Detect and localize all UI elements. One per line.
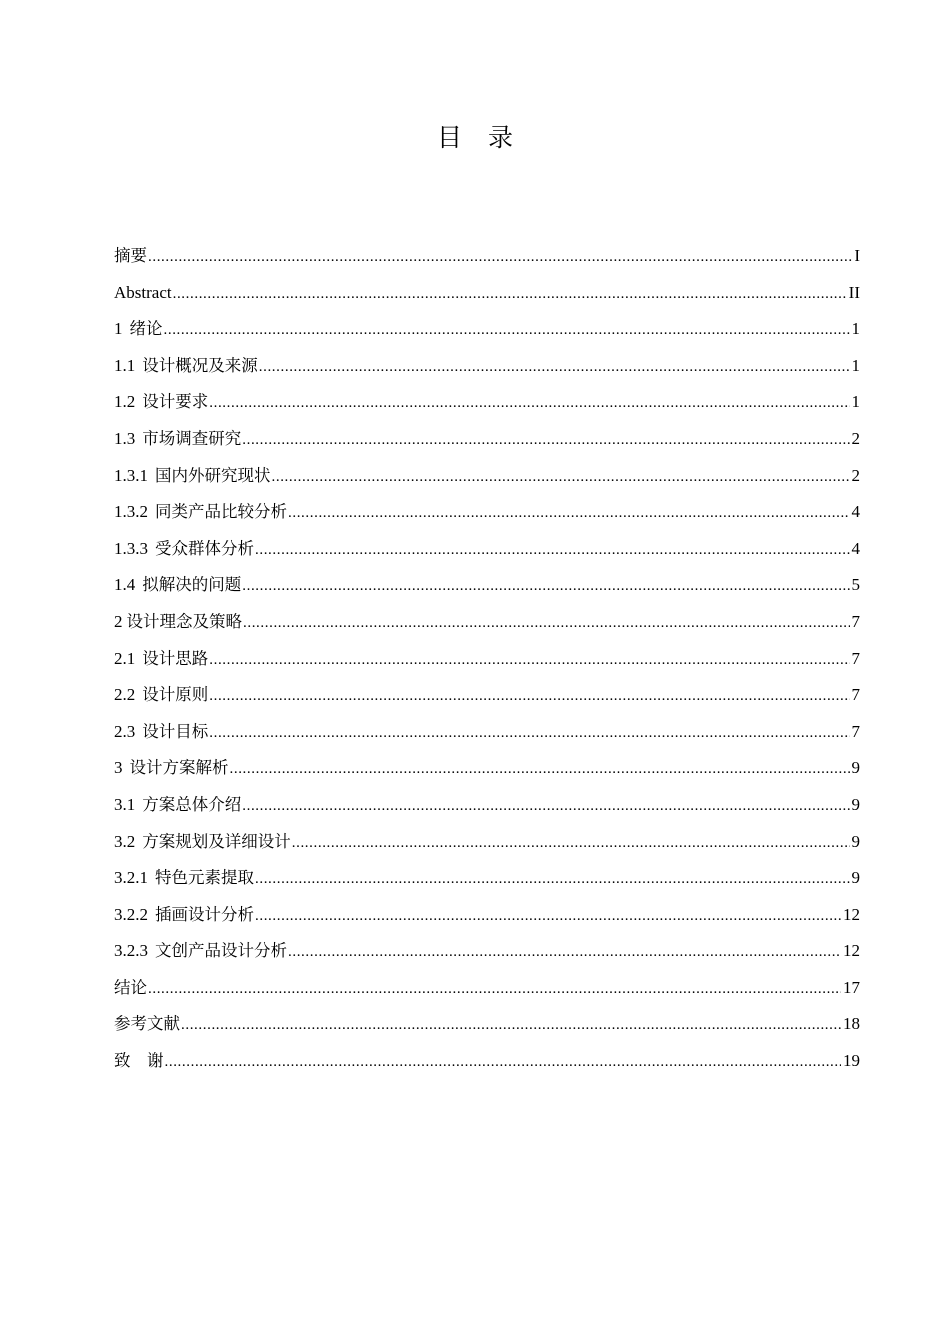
toc-entry-number: 1.1 bbox=[114, 355, 136, 375]
toc-entry-number: 1.4 bbox=[114, 575, 136, 595]
toc-dot-leader bbox=[242, 422, 849, 459]
toc-entry[interactable] bbox=[114, 458, 860, 495]
toc-entry-page-number: 1 bbox=[851, 355, 860, 375]
toc-entry[interactable] bbox=[114, 897, 860, 934]
toc-entry-number: 1.3 bbox=[114, 428, 136, 448]
toc-entry-number: 3.2 bbox=[114, 831, 136, 851]
toc-entry-page-number: 9 bbox=[851, 794, 860, 814]
toc-entry[interactable] bbox=[114, 421, 860, 458]
toc-entry-label bbox=[114, 897, 254, 934]
toc-entry[interactable] bbox=[114, 970, 860, 1007]
page-title bbox=[0, 118, 950, 154]
toc-entry[interactable] bbox=[114, 750, 860, 787]
toc-dot-leader bbox=[255, 861, 850, 898]
toc-dot-leader bbox=[292, 825, 850, 862]
toc-entry-page-number: 9 bbox=[851, 758, 860, 778]
toc-entry-number: 2.1 bbox=[114, 648, 136, 668]
toc-dot-leader bbox=[209, 385, 849, 422]
toc-entry-text: 设计思路 bbox=[142, 648, 209, 668]
toc-entry-label bbox=[114, 1006, 180, 1043]
title-char-1: 目 bbox=[436, 123, 462, 152]
toc-entry-text: 参考文献 bbox=[114, 1014, 180, 1034]
toc-dot-leader bbox=[288, 495, 850, 532]
toc-entry-text: 摘要 bbox=[114, 246, 147, 265]
toc-entry-number: 1 bbox=[114, 319, 123, 339]
toc-dot-leader bbox=[164, 312, 850, 349]
toc-entry-page-number: 2 bbox=[851, 428, 860, 448]
toc-entry-page-number: 2 bbox=[851, 465, 860, 485]
toc-entry-label bbox=[114, 1043, 164, 1080]
toc-entry-number: 3.1 bbox=[114, 794, 136, 814]
toc-dot-leader bbox=[272, 459, 850, 496]
toc-entry-number: 3.2.3 bbox=[114, 941, 148, 961]
toc-entry-page-number: 7 bbox=[851, 685, 860, 705]
toc-entry[interactable] bbox=[114, 494, 860, 531]
toc-entry-label bbox=[114, 787, 241, 824]
toc-entry-text: 设计原则 bbox=[142, 685, 209, 705]
toc-entry-label bbox=[114, 567, 241, 604]
toc-dot-leader bbox=[181, 1007, 841, 1044]
toc-entry-label bbox=[114, 641, 208, 678]
toc-entry-text: 设计方案解析 bbox=[129, 758, 229, 778]
toc-entry-label bbox=[114, 494, 287, 531]
toc-entry-page-number: 17 bbox=[843, 977, 860, 997]
toc-entry-number: 1.3.3 bbox=[114, 538, 148, 558]
toc-entry[interactable] bbox=[114, 604, 860, 641]
toc-entry-label bbox=[114, 970, 147, 1007]
toc-dot-leader bbox=[255, 898, 841, 935]
toc-entry-label bbox=[114, 384, 208, 421]
toc-dot-leader bbox=[209, 715, 849, 752]
toc-dot-leader bbox=[242, 788, 849, 825]
toc-entry-number: 1.3.1 bbox=[114, 465, 148, 485]
toc-entry-text: 结论 bbox=[114, 977, 147, 997]
toc-entry-page-number: I bbox=[854, 246, 860, 265]
toc-entry-page-number: 1 bbox=[851, 392, 860, 412]
toc-entry[interactable] bbox=[114, 677, 860, 714]
toc-entry-text: 方案规划及详细设计 bbox=[142, 831, 291, 851]
toc-dot-leader bbox=[148, 971, 841, 1008]
toc-entry-text: 设计目标 bbox=[142, 721, 209, 741]
title-char-2: 录 bbox=[488, 123, 514, 152]
toc-entry-label bbox=[114, 824, 291, 861]
toc-entry-number: 3.2.1 bbox=[114, 868, 148, 888]
toc-entry-page-number: 12 bbox=[843, 904, 860, 924]
toc-entry-label bbox=[114, 238, 147, 275]
toc-entry[interactable] bbox=[114, 787, 860, 824]
toc-entry-page-number: 18 bbox=[843, 1014, 860, 1034]
toc-entry-page-number: 9 bbox=[851, 831, 860, 851]
toc-entry[interactable] bbox=[114, 311, 860, 348]
toc-entry-page-number: 1 bbox=[851, 319, 860, 339]
toc-entry-number: 2 bbox=[114, 611, 123, 631]
toc-entry-page-number: 5 bbox=[851, 575, 860, 595]
toc-entry[interactable] bbox=[114, 531, 860, 568]
toc-entry-page-number: 4 bbox=[851, 502, 860, 522]
toc-entry-number: 2.3 bbox=[114, 721, 136, 741]
toc-entry-label bbox=[114, 458, 271, 495]
toc-entry-text: 拟解决的问题 bbox=[142, 575, 242, 595]
toc-entry-number: 1.2 bbox=[114, 392, 136, 412]
toc-entry-text: 同类产品比较分析 bbox=[155, 502, 287, 522]
toc-entry[interactable] bbox=[114, 1006, 860, 1043]
toc-dot-leader bbox=[209, 642, 849, 679]
toc-entry-label bbox=[114, 604, 242, 641]
toc-entry-text: 方案总体介绍 bbox=[142, 794, 242, 814]
toc-entry-text: 致 谢 bbox=[114, 1051, 164, 1071]
toc-entry-text: 受众群体分析 bbox=[155, 538, 254, 558]
toc-entry[interactable] bbox=[114, 348, 860, 385]
toc-entry-page-number: 7 bbox=[851, 648, 860, 668]
toc-entry-text: 插画设计分析 bbox=[155, 904, 254, 924]
toc-entry-label bbox=[114, 750, 229, 787]
toc-entry[interactable] bbox=[114, 275, 860, 312]
toc-dot-leader bbox=[243, 605, 850, 642]
toc-entry-label bbox=[114, 275, 172, 312]
toc-entry-text: 特色元素提取 bbox=[155, 868, 254, 888]
toc-entry[interactable] bbox=[114, 1043, 860, 1080]
toc-entry-page-number: 19 bbox=[843, 1051, 860, 1071]
toc-entry-page-number: 12 bbox=[843, 941, 860, 961]
toc-entry-page-number: II bbox=[848, 282, 860, 302]
toc-entry[interactable] bbox=[114, 567, 860, 604]
toc-dot-leader bbox=[148, 239, 852, 276]
toc-entry-text: 市场调查研究 bbox=[142, 428, 242, 448]
toc-entry-page-number: 4 bbox=[851, 538, 860, 558]
toc-entry-label bbox=[114, 531, 254, 568]
toc-dot-leader bbox=[230, 751, 850, 788]
toc-entry-text: Abstract bbox=[114, 282, 172, 302]
toc-entry-number: 3.2.2 bbox=[114, 904, 148, 924]
toc-dot-leader bbox=[255, 532, 850, 569]
toc-entry-label bbox=[114, 311, 163, 348]
toc-entry[interactable] bbox=[114, 641, 860, 678]
toc-entry-number: 3 bbox=[114, 758, 123, 778]
toc-entry-page-number: 7 bbox=[851, 721, 860, 741]
toc-dot-leader bbox=[173, 276, 847, 313]
toc-dot-leader bbox=[259, 349, 850, 386]
toc-dot-leader bbox=[242, 568, 849, 605]
toc-entry-text: 国内外研究现状 bbox=[155, 465, 271, 485]
toc-dot-leader bbox=[209, 678, 849, 715]
toc-entry-page-number: 7 bbox=[851, 611, 860, 631]
toc-entry[interactable] bbox=[114, 933, 860, 970]
toc-entry-label bbox=[114, 933, 287, 970]
toc-entry-number: 1.3.2 bbox=[114, 502, 148, 522]
toc-entry-text: 设计概况及来源 bbox=[142, 355, 258, 375]
toc-entry-label bbox=[114, 714, 208, 751]
toc-dot-leader bbox=[288, 934, 841, 971]
toc-dot-leader bbox=[165, 1044, 842, 1081]
toc-entry-page-number: 9 bbox=[851, 868, 860, 888]
toc-entry-text: 设计要求 bbox=[142, 392, 209, 412]
toc-entry-text: 文创产品设计分析 bbox=[155, 941, 287, 961]
toc-entry[interactable] bbox=[114, 714, 860, 751]
toc-entry[interactable] bbox=[114, 824, 860, 861]
toc-entry[interactable] bbox=[114, 238, 860, 275]
toc-entry-label bbox=[114, 677, 208, 714]
toc-entry-text: 绪论 bbox=[129, 319, 163, 339]
table-of-contents bbox=[114, 238, 860, 1080]
toc-entry-label bbox=[114, 860, 254, 897]
toc-entry-number: 2.2 bbox=[114, 685, 136, 705]
toc-entry-label bbox=[114, 421, 241, 458]
toc-entry-text: 设计理念及策略 bbox=[126, 611, 242, 631]
toc-entry[interactable] bbox=[114, 860, 860, 897]
toc-entry-label bbox=[114, 348, 258, 385]
toc-entry[interactable] bbox=[114, 384, 860, 421]
